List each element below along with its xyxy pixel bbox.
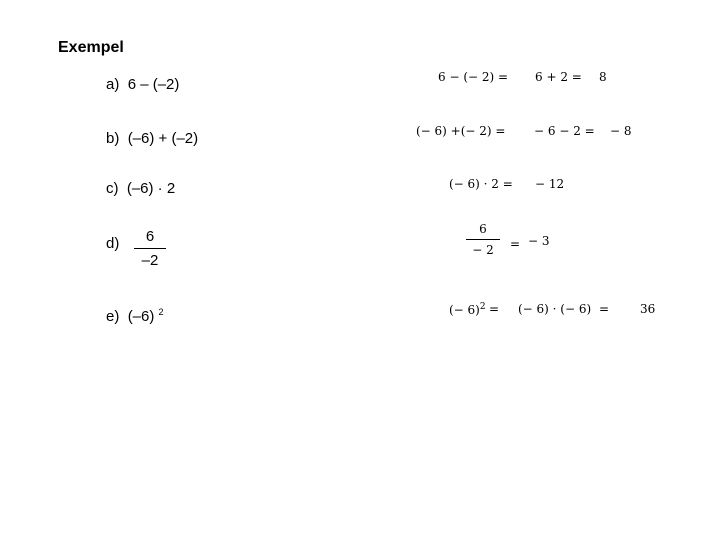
solution-e-result: 36 [640, 302, 656, 316]
solution-d-fraction [466, 222, 500, 257]
problem-b [106, 130, 198, 147]
solution-b-step1: (− 6) +(− 2) = [416, 124, 506, 138]
problem-c-label: c) [106, 180, 119, 197]
problem-e-base: (–6) [127, 308, 155, 325]
solution-e-step2: (− 6) · (− 6) [518, 302, 592, 316]
solution-d-numerator: 6 [479, 222, 487, 236]
problem-a-expression: 6 – (–2) [127, 76, 180, 93]
fraction-bar [466, 239, 500, 240]
solution-b-result: − 8 [610, 124, 632, 138]
problem-e-exponent: 2 [158, 307, 164, 317]
solution-a-step2: 6 + 2 = [535, 70, 582, 84]
problem-e-label: e) [106, 308, 120, 325]
solution-d-denominator: − 2 [472, 243, 494, 257]
problem-d-label: d) [106, 235, 120, 252]
solution-e-base: (− 6) [449, 303, 480, 317]
solution-d-result: − 3 [528, 234, 550, 248]
solution-a-result: 8 [599, 70, 607, 84]
problem-e [106, 307, 164, 325]
problem-c-expression: (–6) · 2 [126, 180, 176, 197]
problem-d-denominator: –2 [141, 252, 159, 269]
problem-d-fraction [134, 228, 166, 269]
solution-a-step1: 6 − (− 2) = [438, 70, 509, 84]
page-title: Exempel [58, 39, 124, 56]
solution-e-equals1: = [489, 302, 500, 316]
problem-d-numerator: 6 [145, 228, 155, 245]
solution-b-step2: − 6 − 2 = [534, 124, 595, 138]
problem-b-label: b) [106, 130, 120, 147]
solution-d-equals: = [510, 237, 521, 251]
solution-e-equals2: = [599, 302, 610, 316]
solution-e-exponent: 2 [479, 302, 486, 312]
solution-e-power [449, 302, 486, 317]
solution-c-result: − 12 [535, 177, 565, 191]
solution-c-step1: (− 6) · 2 = [449, 177, 513, 191]
problem-a-label: a) [106, 76, 120, 93]
problem-b-expression: (–6) + (–2) [127, 130, 199, 147]
problem-a [106, 76, 179, 93]
fraction-bar [134, 248, 166, 249]
problem-c [106, 180, 175, 197]
